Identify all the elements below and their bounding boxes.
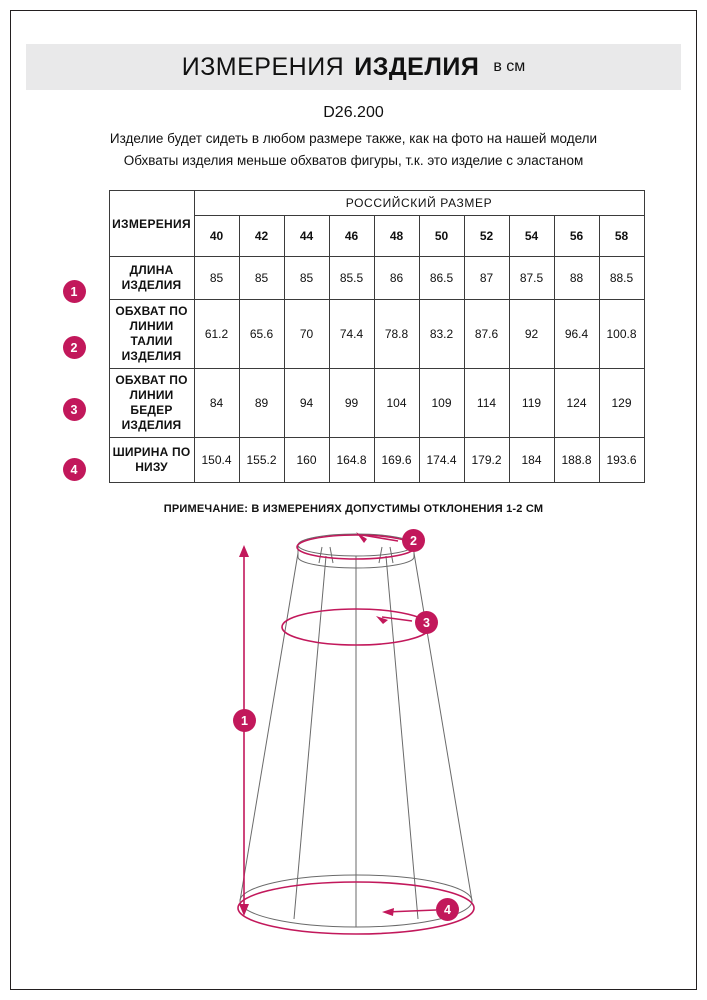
table-corner-label: ИЗМЕРЕНИЯ: [109, 191, 194, 257]
diagram-marker-2: 2: [402, 529, 425, 552]
waist-measure-ellipse: [297, 535, 415, 559]
skirt-outline: [240, 534, 472, 927]
fit-description-line-2: Обхваты изделия меньше обхватов фигуры, т.к. это изделие с эластаном: [123, 153, 584, 168]
cell-waist-42: 65.6: [239, 300, 284, 369]
size-col-52: 52: [464, 216, 509, 257]
waist-top-ellipse: [298, 534, 414, 556]
cell-waist-52: 87.6: [464, 300, 509, 369]
cell-length-52: 87: [464, 257, 509, 300]
cell-hem-50: 174.4: [419, 438, 464, 483]
cell-length-58: 88.5: [599, 257, 644, 300]
cell-hem-40: 150.4: [194, 438, 239, 483]
cell-waist-48: 78.8: [374, 300, 419, 369]
size-col-48: 48: [374, 216, 419, 257]
skirt-diagram: [26, 523, 681, 953]
size-table: [109, 190, 645, 483]
row-marker-1: 1: [63, 280, 86, 303]
cell-length-54: 87.5: [509, 257, 554, 300]
cell-hips-52: 114: [464, 369, 509, 438]
length-arrow-top: [239, 545, 249, 557]
cell-length-46: 85.5: [329, 257, 374, 300]
cell-hem-48: 169.6: [374, 438, 419, 483]
cell-hips-48: 104: [374, 369, 419, 438]
cell-hips-50: 109: [419, 369, 464, 438]
row-marker-2: 2: [63, 336, 86, 359]
table-row: [109, 369, 644, 438]
table-header-group-row: [109, 191, 644, 216]
size-col-50: 50: [419, 216, 464, 257]
cell-hips-42: 89: [239, 369, 284, 438]
measurement-note: ПРИМЕЧАНИЕ: В ИЗМЕРЕНИЯХ ДОПУСТИМЫ ОТКЛОНЕНИЯ 1-2 СМ: [163, 503, 544, 515]
cell-waist-56: 96.4: [554, 300, 599, 369]
table-row: [109, 438, 644, 483]
cell-hem-46: 164.8: [329, 438, 374, 483]
cell-hips-58: 129: [599, 369, 644, 438]
page-content: [26, 26, 681, 953]
size-col-56: 56: [554, 216, 599, 257]
table-group-header: РОССИЙСКИЙ РАЗМЕР: [194, 191, 644, 216]
cell-waist-46: 74.4: [329, 300, 374, 369]
page-title-strong: ИЗДЕЛИЯ: [354, 52, 480, 81]
page-title-main: ИЗМЕРЕНИЯ: [181, 52, 345, 81]
row-label-hips: ОБХВАТ ПО ЛИНИИ БЕДЕР ИЗДЕЛИЯ: [109, 369, 194, 438]
cell-hips-40: 84: [194, 369, 239, 438]
cell-length-56: 88: [554, 257, 599, 300]
row-label-hem: ШИРИНА ПО НИЗУ: [109, 438, 194, 483]
diagram-marker-1: 1: [233, 709, 256, 732]
cell-hem-44: 160: [284, 438, 329, 483]
cell-hips-56: 124: [554, 369, 599, 438]
cell-waist-40: 61.2: [194, 300, 239, 369]
cell-hem-58: 193.6: [599, 438, 644, 483]
page-title-units: в см: [493, 58, 526, 75]
cell-hem-54: 184: [509, 438, 554, 483]
cell-waist-50: 83.2: [419, 300, 464, 369]
size-col-44: 44: [284, 216, 329, 257]
row-label-length: ДЛИНА ИЗДЕЛИЯ: [109, 257, 194, 300]
size-col-54: 54: [509, 216, 554, 257]
cell-waist-54: 92: [509, 300, 554, 369]
cell-length-40: 85: [194, 257, 239, 300]
cell-hips-54: 119: [509, 369, 554, 438]
page-title-bar: [26, 44, 681, 90]
table-row: [109, 257, 644, 300]
cell-hips-46: 99: [329, 369, 374, 438]
row-marker-4: 4: [63, 458, 86, 481]
size-col-58: 58: [599, 216, 644, 257]
hem-arrowhead: [382, 908, 394, 916]
marker-gutter: [63, 190, 109, 483]
cell-length-50: 86.5: [419, 257, 464, 300]
cell-length-44: 85: [284, 257, 329, 300]
row-marker-3: 3: [63, 398, 86, 421]
skirt-right-side: [414, 553, 472, 901]
cell-length-42: 85: [239, 257, 284, 300]
model-code: D26.200: [323, 104, 384, 121]
cell-hips-44: 94: [284, 369, 329, 438]
skirt-diagram-svg: [26, 523, 681, 953]
size-col-42: 42: [239, 216, 284, 257]
size-col-46: 46: [329, 216, 374, 257]
cell-hem-42: 155.2: [239, 438, 284, 483]
cell-length-48: 86: [374, 257, 419, 300]
row-label-waist: ОБХВАТ ПО ЛИНИИ ТАЛИИ ИЗДЕЛИЯ: [109, 300, 194, 369]
table-row: [109, 300, 644, 369]
cell-waist-44: 70: [284, 300, 329, 369]
diagram-marker-3: 3: [415, 611, 438, 634]
cell-hem-52: 179.2: [464, 438, 509, 483]
fit-description-line-1: Изделие будет сидеть в любом размере также, как на фото на нашей модели: [109, 131, 598, 146]
size-col-40: 40: [194, 216, 239, 257]
cell-hem-56: 188.8: [554, 438, 599, 483]
size-table-wrap: [26, 190, 681, 483]
diagram-marker-4: 4: [436, 898, 459, 921]
cell-waist-58: 100.8: [599, 300, 644, 369]
